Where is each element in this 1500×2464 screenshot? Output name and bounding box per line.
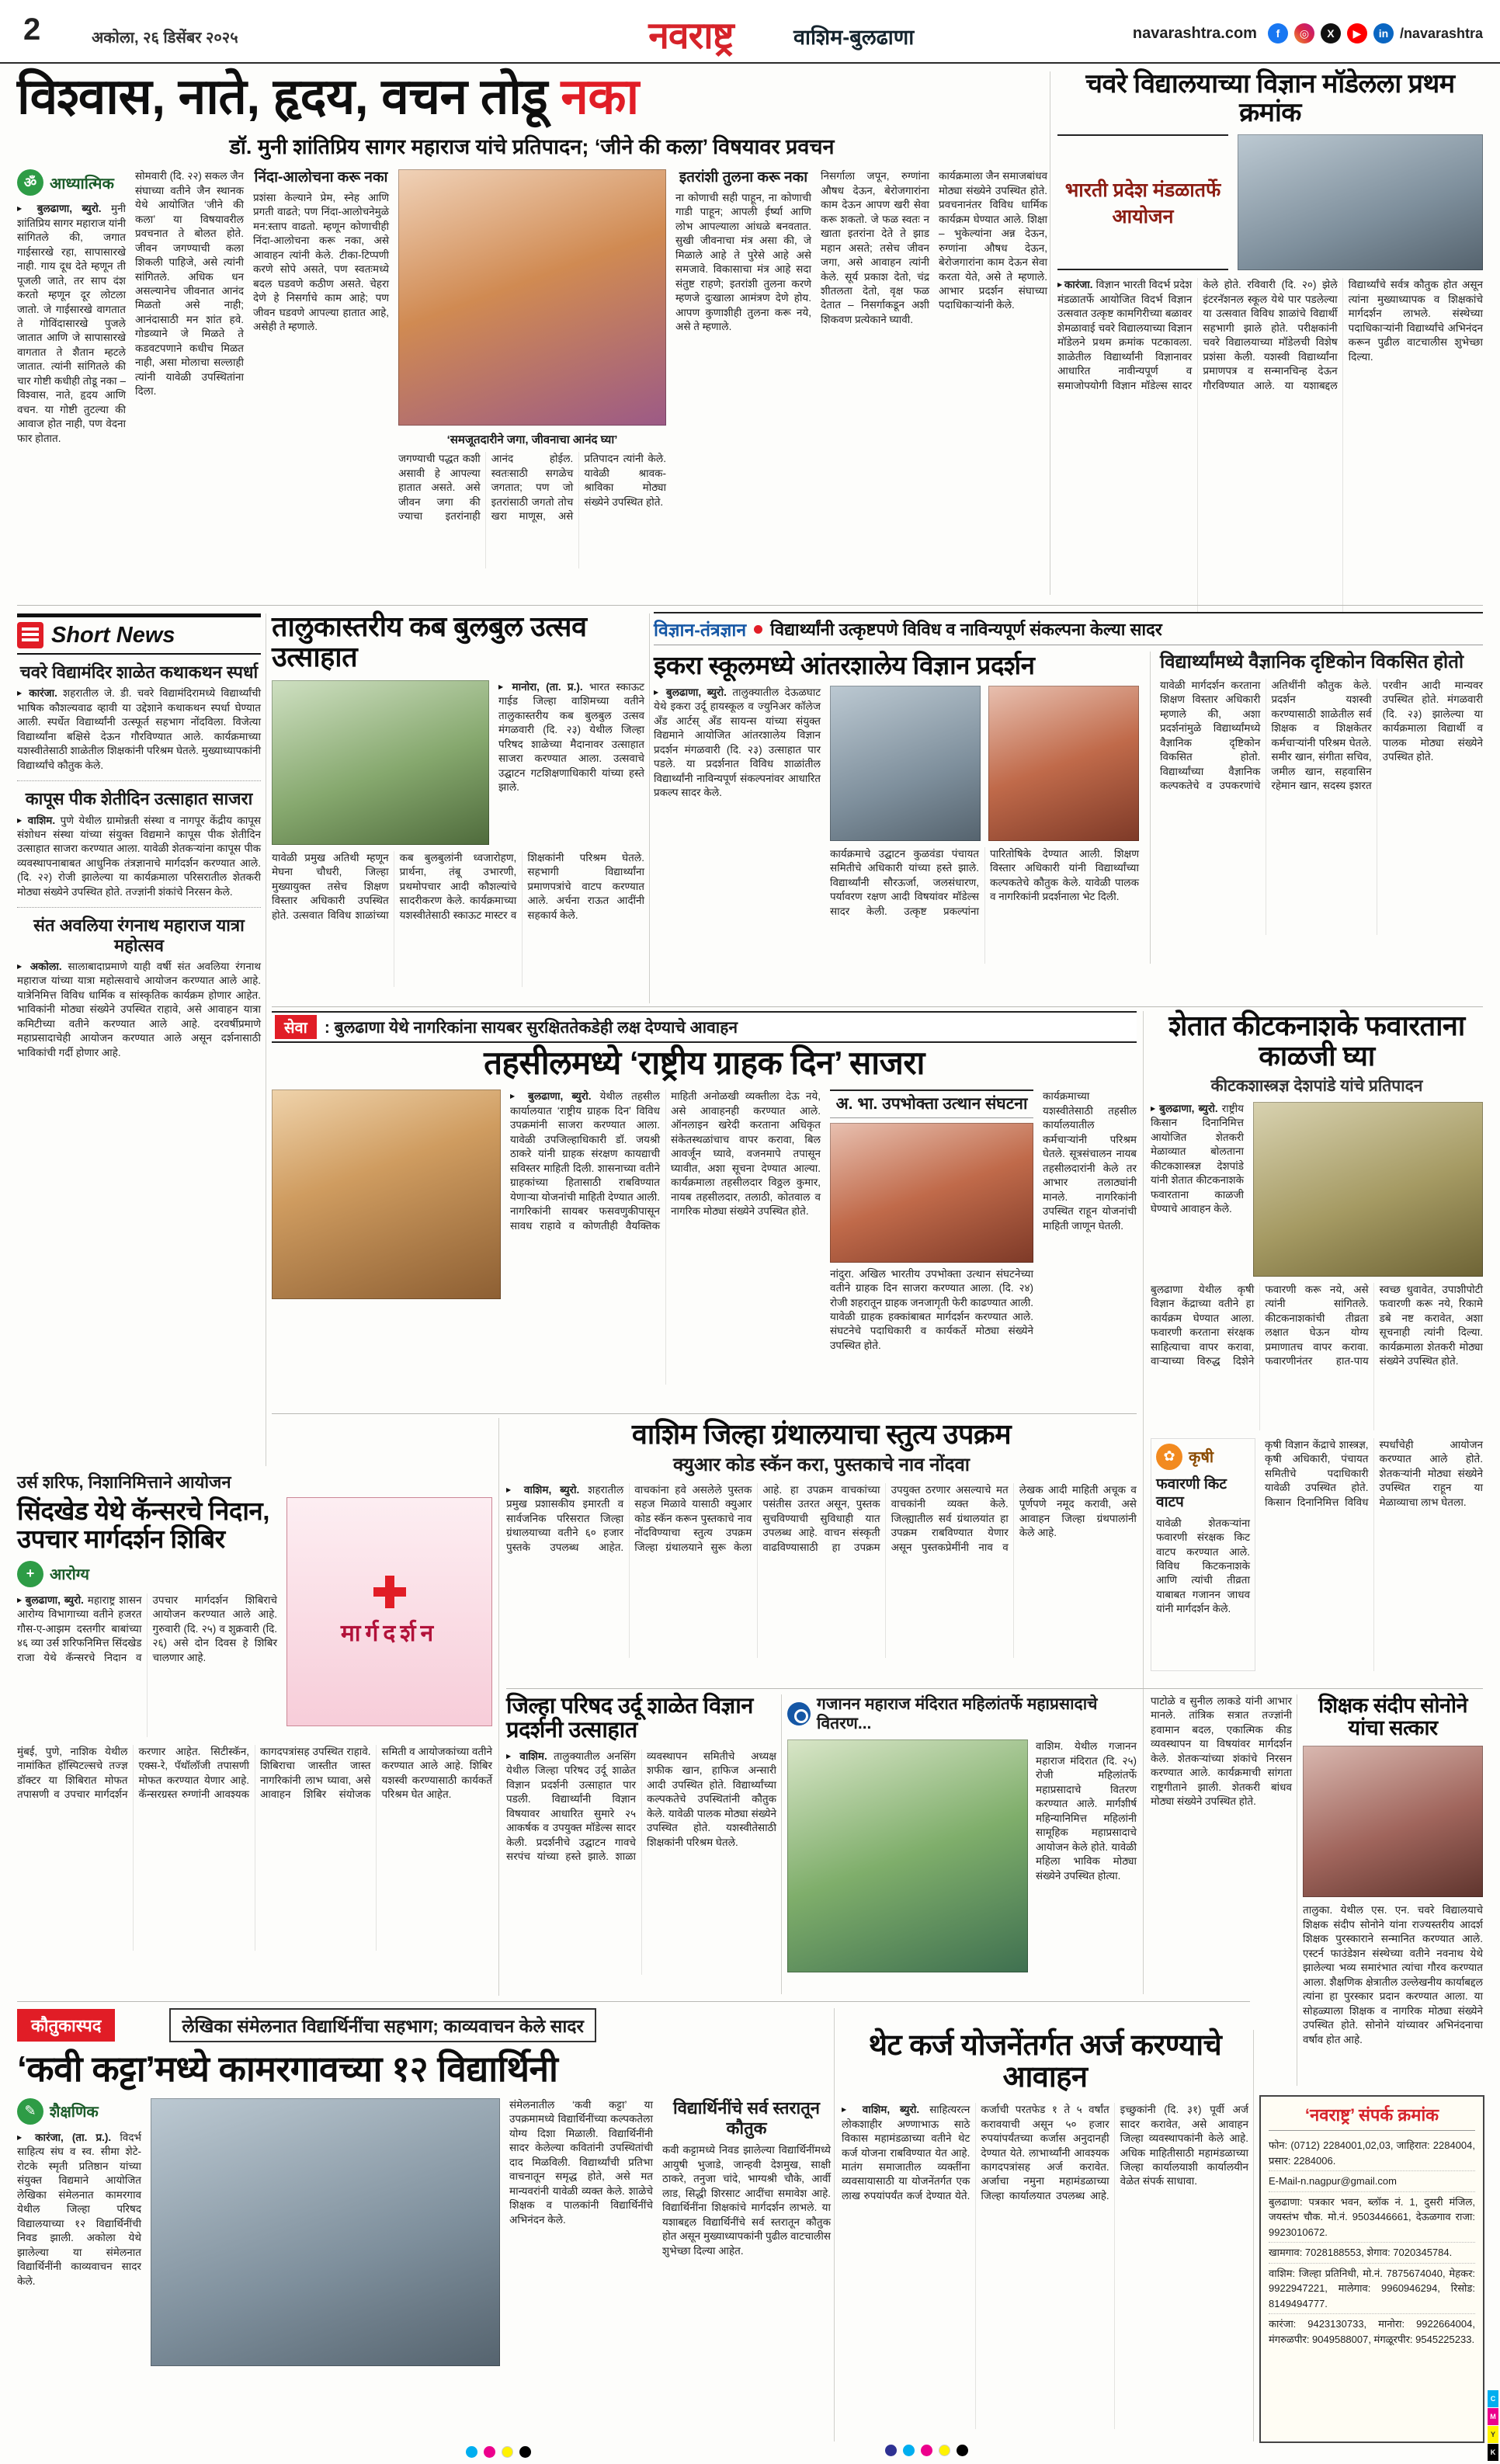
education-icon: ✎ (17, 2098, 43, 2125)
science-model-body: विज्ञान भारती विदर्भ प्रदेश मंडळातर्फे आयोजित विदर्भ विज्ञान उत्सवात उत्कृष्ट कामगिरीच्या बळावर शेमळावाई चवरे विद्यालयाच्या विज्ञान मॉडेलने प्रथम क्रमांक पटकावला. शाळेतील विद्यार्थ्यांनी विज्ञानावर आधारित नावीन्यपूर्ण व समाजोपयोगी विज्ञान मॉडेल्स सादर केले होते. रविवारी (दि. २०) झेले इंटरनॅशनल स्कूल येथे पार पडलेल्या या उत्सवात विविध शाळांचे विद्यार्थी सहभागी झाले होते. परीक्षकांनी चवरे विद्यालयाच्या मॉडेलची विशेष प्रशंसा केली. यशस्वी विद्यार्थ्यांना प्रमाणपत्र व सन्मानचिन्ह देऊन गौरविण्यात आले. या यशाबद्दल विद्यार्थ्यांचे सर्वत्र कौतुक होत असून त्यांना मुख्याध्यापक व शिक्षकांचे मार्गदर्शन लाभले. संस्थेच्या पदाधिकाऱ्यांनी विद्यार्थ्यांचे अभिनंदन करून पुढील वाटचालीस शुभेच्छा दिल्या. (1057, 279, 1483, 391)
yellow-dot (939, 2445, 950, 2456)
pesticide-body-2: बुलढाणा येथील कृषी विज्ञान केंद्राच्या वतीने हा कार्यक्रम घेण्यात आला. फवारणी करताना संरक्षक साहित्याचा वापर करावा, वाऱ्याच्या विरुद्ध दिशेने फवारणी करू नये, असे त्यांनी सांगितले. कीटकनाशकांची तीव्रता लक्षात घेऊन योग्य प्रमाणातच वापर करावा. फवारणीनंतर हात-पाय स्वच्छ धुवावेत, उपाशीपोटी फवारणी करू नये, रिकामे डबे नष्ट करावेत, अशा सूचनाही त्यांनी दिल्या. कार्यक्रमाला शेतकरी मोठ्या संख्येने उपस्थित होते. (1151, 1283, 1483, 1368)
pesticide-inset-row (1151, 1438, 1483, 1671)
camera-icon (787, 1702, 811, 1725)
short-news-headline: कापूस पीक शेतीदिन उत्साहात साजरा (25, 789, 253, 809)
science-section-body (654, 652, 1483, 964)
seva-text: : बुलढाणा येथे नागरिकांना सायबर सुरक्षिततेकडेही लक्ष देण्याचे आवाहन (324, 1018, 738, 1037)
consumer-photo (272, 1090, 501, 1299)
agri-inset (1151, 1438, 1255, 1671)
kavi-left-col (17, 2098, 141, 2366)
bulbul-photo (272, 680, 489, 845)
article-cub-bulbul (272, 612, 644, 1003)
contact-box-title: ‘नवराष्ट्र’ संपर्क क्रमांक (1269, 2103, 1475, 2131)
section-tag-agri (1156, 1444, 1250, 1470)
health-tag-label: आरोग्य (50, 1566, 90, 1584)
divider (506, 1688, 1483, 1689)
magenta-patch: M (1488, 2408, 1498, 2425)
mahaprasad-titlebar (787, 1694, 1137, 1733)
edition-name: वाशिम-बुलढाणा (793, 26, 915, 49)
short-news-headline: चवरे विद्यामंदिर शाळेत कथाकथन स्पर्धा (19, 662, 259, 682)
library-body: शहरातील प्रमुख प्रशासकीय इमारती व सार्वजनिक परिसरात जिल्हा ग्रंथालयाच्या वतीने ६० हजार पुस्तके उपलब्ध आहेत. वाचकांना हवे असलेले पुस्तक सहज मिळावे यासाठी क्युआर कोड स्कॅन करून पुस्तकाचे नाव नोंदविण्याचा स्तुत्य उपक्रम जिल्हा ग्रंथालयाने सुरू केला आहे. हा उपक्रम वाचकांच्या पसंतीस उतरत असून, पुस्तक सुचविण्याची सुविधाही यात उपलब्ध आहे. वाचन संस्कृती वाढविण्यासाठी हा उपक्रम उपयुक्त ठरणार असल्याचे मत वाचकांनी व्यक्त केले. जिल्ह्यातील सर्व ग्रंथालयांत हा उपक्रम राबविण्यात येणार असून पुस्तकप्रेमींनी नाव व लेखक आदी माहिती अचूक व पूर्णपणे नमूद करावी, असे आवाहन जिल्हा ग्रंथपालांनी केले आहे. (506, 1483, 1137, 1553)
print-registration-dots (885, 2445, 968, 2456)
lead-col-7 (939, 169, 1047, 568)
consumer-substory-photo (830, 1123, 1033, 1263)
article-library-qr (506, 1420, 1137, 1684)
article-teacher-award (1303, 1694, 1483, 2087)
lead-col-2 (135, 169, 244, 568)
blue-dot (885, 2445, 897, 2456)
teacher-photo (1303, 1746, 1483, 1897)
dateline: ▶ कारंजा, (ता. प्र.). (17, 2132, 111, 2143)
viewpoint-body: यावेळी मार्गदर्शन करताना शिक्षण विस्तार अधिकारी म्हणाले की, अशा प्रदर्शनांमुळे विद्यार्थ्यांमध्ये वैज्ञानिक दृष्टिकोन विकसित होतो. विद्यार्थ्यांच्या वैज्ञानिक कल्पकतेचे व उपकरणांचे अतिथींनी कौतुक केले. प्रदर्शन यशस्वी करण्यासाठी शाळेतील सर्व शिक्षक व शिक्षकेतर कर्मचाऱ्यांनी परिश्रम घेतले. समीर खान, संगीता सचिव, जमील खान, सहवासिन रहेमान खान, सदस्य इशरत परवीन आदी मान्यवर उपस्थित होते. मंगळवारी (दि. २३) झालेल्या या कार्यक्रमाला विद्यार्थी व पालक मोठ्या संख्येने उपस्थित होते. (1160, 679, 1483, 792)
short-news-body: सालाबादाप्रमाणे याही वर्षी संत अवलिया रंगनाथ महाराज यांच्या यात्रा महोत्सवाचे आयोजन करण्यात आले आहे. यात्रेनिमित्त विविध धार्मिक व सांस्कृतिक कार्यक्रम होणार आहेत. भाविकांनी मोठ्या संख्येने उपस्थित राहावे, असे आवाहन यात्रा कमिटीच्या वतीने करण्यात आले आहे. दरवर्षीप्रमाणे महाप्रसादाचेही आयोजन करण्यात आले असून दर्शनासाठी भाविकांची गर्दी होणार आहे. (17, 961, 261, 1058)
black-dot (957, 2445, 968, 2456)
dateline: ▶ वाशिम, ब्युरो. (842, 2104, 919, 2115)
article-science-model (1057, 70, 1483, 598)
instagram-icon: ◎ (1294, 23, 1314, 43)
urdu-headline: जिल्हा परिषद उर्दू शाळेत विज्ञान प्रदर्शनी उत्साहात (506, 1694, 753, 1743)
short-news-rail (17, 613, 261, 1466)
pesticide-body-4: पाटोळे व सुनील लाकडे यांनी आभार मानले. तांत्रिक सत्रात तज्ज्ञांनी हवामान बदल, एकात्मिक कीड व्यवस्थापन या विषयांवर मार्गदर्शन केले. शेतकऱ्यांच्या शंकांचे निरसन करण्यात आले. कार्यक्रमाची सांगता राष्ट्रगीताने झाली. शेतकरी बांधव मोठ्या संख्येने उपस्थित होते. (1151, 1695, 1292, 1808)
lead-body-6: कार्यक्रमाला जैन समाजबांधव मोठ्या संख्येने उपस्थित होते. प्रवचनानंतर विविध धार्मिक कार्यक्रम घेण्यात आले. शिक्षा – भुकेल्यांना अन्न देऊन, रुग्णांना औषध देऊन, बेरोजगारांना काम देऊन सेवा करता येते, असे ते म्हणाले. आभार प्रदर्शन संघाच्या पदाधिकाऱ्यांनी केले. (939, 170, 1047, 311)
lead-body-5: निसर्गाला जपून, रुग्णांना औषध देऊन, बेरोजगारांना काम देऊन आपण खरी सेवा करू शकतो. जे फळ स्वतः न खाता इतरांना देते ते झाड महान असते; तसेच जीवन जगा, असे आवाहन त्यांनी केले. सूर्य प्रकाश देतो, चंद्र शीतलता देतो, वृक्ष फळ देतात – निसर्गाकडून अशी शिकवण प्रत्येकाने घ्यावी. (821, 170, 929, 325)
science-model-subhead-box (1057, 134, 1228, 270)
header-contact-strip (1133, 23, 1483, 43)
contact-line: बुलढाणा: पत्रकार भवन, ब्लॉक नं. 1, दुसरी मंजिल, जयस्तंभ चौक. मो.नं. 9503446661, देऊळगाव राजा: 9923010672. (1269, 2192, 1475, 2243)
divider (17, 2001, 1250, 2002)
section-tag-label: आध्यात्मिक (50, 175, 114, 193)
kavi-body-left: विदर्भ साहित्य संघ व स्व. सीमा शेटे-रोटके स्मृती प्रतिष्ठान यांच्या संयुक्त विद्यमाने आयोजित लेखिका संमेलनात कामरगाव येथील जिल्हा परिषद विद्यालयाच्या १२ विद्यार्थिनींची निवड झाली. अकोला येथे झालेल्या या संमेलनात विद्यार्थिनींनी काव्यवाचन सादर केले. (17, 2131, 141, 2287)
short-news-header (17, 613, 261, 655)
iqra-body-1: तालुक्यातील देऊळघाट येथे इकरा उर्दू हायस्कूल व ज्युनिअर कॉलेज अँड आर्टस् अँड सायन्स यांच्या संयुक्त विद्यमाने आयोजित आंतरशालेय विज्ञान प्रदर्शन मंगळवारी (दि. २३) उत्साहात पार पडले. या प्रदर्शनात विविध शाळांतील विद्यार्थ्यांनी नाविन्यपूर्ण संकल्पनांवर आधारित प्रकल्प सादर केले. (654, 686, 821, 799)
bulbul-top (272, 680, 644, 845)
magenta-dot (484, 2446, 495, 2458)
consumer-substory-headline: अ. भा. उपभोक्ता उत्थान संघटना (830, 1090, 1033, 1117)
divider (272, 1413, 1137, 1414)
dateline: ▶ मानोरा, (ता. प्र.). (498, 681, 583, 693)
iqra-headline: इकरा स्कूलमध्ये आंतरशालेय विज्ञान प्रदर्शन (654, 651, 1035, 679)
yellow-patch: Y (1488, 2426, 1498, 2443)
health-camp-graphic (286, 1497, 492, 1726)
cyan-dot (466, 2446, 477, 2458)
health-body-1: महाराष्ट्र शासन आरोग्य विभागाच्या वतीने हजरत गौस-ए-आझम दस्तगीर बाबांच्या ४६ व्या उर्स शरिफनिमित्त सिंदखेड राजा येथे कॅन्सरचे निदान व उपचार मार्गदर्शन शिबिराचे आयोजन करण्यात आले आहे. गुरुवारी (दि. २५) व शुक्रवारी (दि. २६) असे दोन दिवस हे शिबिर चालणार आहे. (17, 1593, 277, 1663)
kavi-tag: कौतुकास्पद (17, 2009, 115, 2042)
short-news-item (17, 789, 261, 908)
lead-col-6 (821, 169, 929, 568)
section-tag-spiritual (17, 169, 126, 196)
article-urdu-school (506, 1694, 776, 1996)
lead-columns (17, 169, 1047, 568)
dateline: ▶ बुलढाणा, ब्युरो. (1151, 1103, 1218, 1114)
iqra-photos (830, 686, 1139, 841)
lead-headline-accent: नका (561, 68, 639, 124)
loan-body: साहित्यरत्न लोकशाहीर अण्णाभाऊ साठे विकास महामंडळाच्या वतीने थेट कर्ज योजना राबविण्यात येत आहे. मातंग समाजातील व्यक्तींना व्यवसायासाठी या योजनेंतर्गत एक लाख रुपयांपर्यंत कर्ज देण्यात येते. कर्जाची परतफेड १ ते ५ वर्षांत करावयाची असून ५० हजार रुपयांपर्यंतच्या कर्जास अनुदानही देण्यात येते. लाभार्थ्यांनी आवश्यक कागदपत्रांसह अर्ज करावेत. अर्जाचा नमुना महामंडळाच्या जिल्हा कार्यालयात उपलब्ध आहे. इच्छुकांनी (दि. ३१) पूर्वी अर्ज सादर करावेत, असे आवाहन जिल्हा व्यवस्थापकांनी केले आहे. अधिक माहितीसाठी महामंडळाच्या जिल्हा कार्यालयाशी कार्यालयीन वेळेत संपर्क साधावा. (842, 2104, 1248, 2202)
health-graphic-title: मार्गदर्शन (340, 1621, 439, 1647)
short-news-body: शहरातील जे. डी. चवरे विद्यामंदिरामध्ये विद्यार्थ्यांची भाषिक कौशल्यवाढ व्हावी या उद्देशाने कथाकथन स्पर्धा घेण्यात आली. स्पर्धेत विद्यार्थ्यांनी उत्स्फूर्त सहभाग नोंदविला. विजेत्या विद्यार्थ्यांना बक्षिसे देऊन गौरविण्यात आले. कार्यक्रमाच्या यशस्वीतेसाठी शाळेतील शिक्षकांनी परिश्रम घेतले. मुख्याध्यापकांनी विद्यार्थ्यांचे कौतुक केले. (17, 687, 261, 771)
lead-col-5 (675, 169, 811, 568)
lead-headline-main: विश्वास, नाते, हृदय, वचन तोडू (17, 68, 548, 124)
divider (649, 613, 650, 1003)
health-left (17, 1497, 277, 1736)
divider (834, 2008, 835, 2441)
health-icon: + (17, 1561, 43, 1587)
pesticide-headline: शेतात कीटकनाशके फवारताना काळजी घ्या (1168, 1010, 1465, 1072)
kavi-strap: लेखिका संमेलनात विद्यार्थिनींचा सहभाग; काव्यवाचन केले सादर (169, 2008, 595, 2042)
kavi-body-right: कवी कट्टामध्ये निवड झालेल्या विद्यार्थिनींमध्ये आयुषी भुजाडे, जान्हवी देशमुख, साक्षी ठाकरे, तनुजा चांदे, भाग्यश्री चौके, आर्वी लाड, सिद्धी शिरसाट आदींचा समावेश आहे. विद्यार्थिनींना शिक्षकांचे मार्गदर्शन लाभले. या यशाबद्दल विद्यार्थिनींचे सर्व स्तरातून कौतुक होत असून मुख्याध्यापकांनी पुढील वाटचालीस शुभेच्छा दिल्या आहेत. (662, 2144, 831, 2257)
agri-icon: ✿ (1156, 1444, 1182, 1470)
facebook-icon: f (1268, 23, 1288, 43)
contact-line: कारंजा: 9423130733, मानोरा: 9922664004, मंगरुळपीर: 9049588007, मंगळूरपीर: 9545225233. (1269, 2318, 1475, 2345)
lead-photo (398, 169, 666, 426)
kavi-content (17, 2098, 831, 2366)
pesticide-body-1: राष्ट्रीय किसान दिनानिमित्त आयोजित शेतकरी मेळाव्यात बोलताना कीटकशास्त्रज्ञ देशपांडे यांनी शेतात कीटकनाशके फवारताना काळजी घेण्याचे आवाहन केले. (1151, 1102, 1244, 1215)
mahaprasad-caption: वाशिम. येथील गजानन महाराज मंदिरात (दि. २५) रोजी महिलांतर्फे महाप्रसादाचे वितरण करण्यात आले. मार्गशीर्ष महिन्यानिमित्त महिलांनी सामूहिक महाप्रसादाचे आयोजन केले होते. यावेळी महिला भाविक मोठ्या संख्येने उपस्थित होत्या. (1036, 1740, 1137, 1882)
viewpoint-headline: विद्यार्थ्यांमध्ये वैज्ञानिक दृष्टिकोन विकसित होतो (1160, 652, 1464, 672)
kit-distribution-body: यावेळी शेतकऱ्यांना फवारणी संरक्षक किट वाटप करण्यात आले. विविध किटकनाशके आणि त्यांची तीव्रता याबाबत गजानन जाधव यांनी मार्गदर्शन केले. (1156, 1517, 1250, 1615)
pesticide-continuation (1151, 1694, 1292, 1994)
short-news-title: Short News (51, 622, 175, 648)
mahaprasad-photo (787, 1739, 1028, 1972)
consumer-body-2: नांदुरा. अखिल भारतीय उपभोक्ता उत्थान संघटनेच्या वतीने ग्राहक दिन साजरा करण्यात आला. (दि. २४) रोजी शहरातून ग्राहक जनजागृती फेरी काढण्यात आली. यावेळी ग्राहक हक्कांबाबत मार्गदर्शन करण्यात आले. संघटनेचे पदाधिकारी व कार्यकर्ते मोठ्या संख्येने उपस्थित होते. (830, 1267, 1033, 1351)
health-kicker: उर्स शरिफ, निशानिमित्ताने आयोजन (17, 1472, 231, 1492)
kavi-headline: ‘कवी कट्टा’मध्ये कामरगावच्या १२ विद्यार्थिनी (17, 2049, 558, 2089)
medical-cross-icon (373, 1576, 406, 1608)
health-body-2: मुंबई, पुणे, नाशिक येथील नामांकित हॉस्पिटल्सचे तज्ज्ञ डॉक्टर या शिबिरात मोफत तपासणी व उपचार मार्गदर्शन करणार आहेत. सिटीस्कॅन, एक्स-रे, पॅथॉलॉजी तपासणी मोफत करण्यात येणार आहे. कॅन्सरग्रस्त रुग्णांनी आवश्यक कागदपत्रांसह उपस्थित राहावे. शिबिराचा जास्तीत जास्त नागरिकांनी लाभ घ्यावा, असे आवाहन शिबिर संयोजक समिती व आयोजकांच्या वतीने करण्यात आले आहे. शिबिर यशस्वी करण्यासाठी कार्यकर्ते परिश्रम घेत आहेत. (17, 1745, 493, 1801)
lead-pullquote: ‘समजूतदारीने जगा, जीवनाचा आनंद घ्या’ (446, 433, 618, 447)
cyan-patch: C (1488, 2390, 1498, 2407)
pesticide-subhead: कीटकशास्त्रज्ञ देशपांडे यांचे प्रतिपादन (1210, 1076, 1423, 1095)
lead-body-4: ना कोणाची सही पाहून, ना कोणाची गाडी पाहून; आपली ईर्ष्या आणि लोभ आपल्याला आंधळे बनवतात. सुखी जीवनाचा मंत्र असा की, जे मिळाले आहे ते पुरेसे आहे असे समजावे. विकासाचा मंत्र आहे सदा संतुष्ट राहणे; इतरांशी तुलना करणे म्हणजे दुःखाला आमंत्रण देणे होय. आपण कुणाशीही तुलना करू नये, असे ते म्हणाले. (675, 191, 811, 333)
iqra-content (654, 686, 1139, 964)
divider (17, 605, 1483, 606)
article-loan-scheme (842, 2030, 1248, 2443)
contact-box (1259, 2095, 1484, 2443)
science-model-headline: चवरे विद्यालयाच्या विज्ञान मॉडेलला प्रथम क्रमांक (1085, 69, 1455, 127)
bulbul-body-1: भारत स्काऊट गाईड जिल्हा वाशिमच्या वतीने तालुकास्तरीय कब बुलबुल उत्सव मंगळवारी (दि. २३) येथील जिल्हा परिषद शाळेच्या मैदानावर उत्साहात साजरा करण्यात आला. उत्सवाचे उद्घाटन गटशिक्षणाधिकारी यांच्या हस्ते झाले. (498, 680, 644, 794)
photo-story-mahaprasad (787, 1694, 1137, 1996)
seva-tag: सेवा (275, 1015, 317, 1039)
article-kavi-katta (17, 2008, 831, 2443)
pesticide-top (1151, 1102, 1483, 1277)
mahaprasad-title: गजानन महाराज मंदिरात महिलांतर्फे महाप्रसादाचे वितरण... (817, 1695, 1098, 1733)
lead-center-block (398, 169, 666, 568)
social-handle: /navarashtra (1399, 25, 1483, 41)
black-dot (519, 2446, 531, 2458)
article-scientific-outlook (1150, 652, 1483, 964)
article-cancer-camp (17, 1472, 492, 1994)
black-patch: K (1488, 2444, 1498, 2461)
lead-body-3: प्रशंसा केल्याने प्रेम, स्नेह आणि प्रगती वाढते; पण निंदा-आलोचनेमुळे मन:स्ताप वाढतो. म्हणून कोणाचीही निंदा-आलोचना करू नका, असे आवाहन त्यांनी केले. टीका-टिप्पणी करणे सोपे असते, पण स्वतःमध्ये बदल घडवणे कठीण असते. चेहरा देणे हे निसर्गाचे काम आहे; पण जीवन घडवणे आपल्या हातात आहे, असेही ते म्हणाले. (253, 191, 389, 333)
divider (781, 1694, 782, 1994)
crosshead-tulana: इतरांशी तुलना करू नका (679, 169, 808, 186)
contact-line: फोन: (0712) 2284001,02,03, जाहिरात: 2284004, प्रसार: 2284006. (1269, 2136, 1475, 2171)
kit-distribution-headline: फवारणी किट वाटप (1156, 1475, 1227, 1510)
health-top (17, 1497, 492, 1736)
dateline: ▶ बुलढाणा, ब्युरो. (510, 1090, 592, 1102)
lead-col-1 (17, 169, 126, 568)
dateline: ▶ बुलढाणा, ब्युरो. (654, 686, 727, 698)
teacher-headline: शिक्षक संदीप सोनोने यांचा सत्कार (1318, 1694, 1467, 1740)
iqra-photo-1 (830, 686, 981, 841)
linkedin-icon: in (1373, 23, 1394, 43)
urdu-body: तालुक्यातील अनसिंग येथील जिल्हा परिषद उर्दू शाळेत विज्ञान प्रदर्शनी उत्साहात पार पडली. विद्यार्थ्यांनी विज्ञान विषयावर आधारित सुमारे २५ आकर्षक व उपयुक्त मॉडेल्स सादर केली. प्रदर्शनीचे उद्घाटन गावचे सरपंच यांच्या हस्ते झाले. शाळा व्यवस्थापन समितीचे अध्यक्ष शफीक खान, हाफिज अन्सारी आदी उपस्थित होते. विद्यार्थ्यांच्या कल्पकतेचे उपस्थितांनी कौतुक केले. यावेळी पालक मोठ्या संख्येने उपस्थित होते. यशस्वीतेसाठी शिक्षकांनी परिश्रम घेतले. (506, 1750, 776, 1863)
contact-line: खामगाव: 7028188553, शेगाव: 7020345784. (1269, 2243, 1475, 2264)
consumer-content (272, 1090, 1137, 1385)
lead-headline (17, 70, 1047, 123)
science-section-label: विज्ञान-तंत्रज्ञान (654, 620, 747, 640)
article-iqra-exhibition (654, 652, 1139, 964)
teacher-body: तालुका. येथील एस. एन. चवरे विद्यालयाचे शिक्षक संदीप सोनोने यांना राज्यस्तरीय आदर्श शिक्षक पुरस्काराने सन्मानित करण्यात आले. एस्टर्न फाउंडेशन संस्थेच्या वतीने नवनाथ येथे झालेल्या भव्य समारंभात त्यांचा गौरव करण्यात आला. शैक्षणिक क्षेत्रातील उल्लेखनीय कार्याबद्दल त्यांना हा पुरस्कार प्रदान करण्यात आला. या सोहळ्याला शिक्षक व नागरिक मोठ्या संख्येने उपस्थित होते. सोनोने यांच्यावर अभिनंदनाचा वर्षाव होत आहे. (1303, 1904, 1483, 2045)
kavi-subhead-2: विद्यार्थिनींचे सर्व स्तरातून कौतुक (673, 2097, 820, 2139)
short-news-item (17, 662, 261, 781)
pesticide-photo (1253, 1102, 1483, 1277)
youtube-icon: ▶ (1347, 23, 1367, 43)
iqra-photo-2 (988, 686, 1139, 841)
divider (498, 1418, 499, 1996)
science-section-strip (654, 612, 1483, 645)
science-section-kicker: विद्यार्थ्यांनी उत्कृष्टपणे विविध व नाविन्यपूर्ण संकल्पना केल्या सादर (770, 620, 1162, 639)
dateline: ▶ बुलढाणा, ब्युरो. (17, 1594, 84, 1606)
crosshead-ninda: निंदा-आलोचना करू नका (254, 169, 388, 186)
bullet-icon (754, 625, 762, 634)
section-tag-education (17, 2098, 141, 2125)
page-header (0, 0, 1500, 64)
library-subhead: क्युआर कोड स्कॅन करा, पुस्तकाचे नाव नोंदवा (672, 1454, 970, 1475)
dateline: ▶ वाशिम. (17, 815, 55, 826)
education-tag-label: शैक्षणिक (50, 2104, 99, 2122)
short-news-headline: संत अवलिया रंगनाथ महाराज यात्रा महोत्सव (33, 916, 245, 955)
lead-subhead: डॉ. मुनी शांतिप्रिय सागर महाराज यांचे प्रतिपादन; ‘जीने की कला’ विषयावर प्रवचन (229, 135, 835, 159)
seva-banner (272, 1011, 1137, 1043)
contact-line: वाशिम: जिल्हा प्रतिनिधी, मो.नं. 7875674040, मेहकर: 9922947221, मालेगाव: 9960946294, रिसोड: 8149494777. (1269, 2264, 1475, 2315)
masthead-logo: नवराष्ट्र (648, 16, 734, 57)
dateline: ▶ कारंजा. (17, 687, 57, 699)
kavi-topbar (17, 2008, 831, 2042)
kavi-photo (151, 2098, 500, 2366)
page-number: 2 (23, 12, 41, 47)
science-section (654, 612, 1483, 1003)
agri-tag-label: कृषी (1189, 1449, 1214, 1467)
article-pesticide-care (1151, 1011, 1483, 1684)
yellow-dot (502, 2446, 513, 2458)
dateline: ▶ वाशिम. (506, 1750, 547, 1762)
section-tag-health (17, 1561, 277, 1587)
news-icon (17, 622, 43, 648)
pesticide-body-3: कृषी विज्ञान केंद्राचे शास्त्रज्ञ, कृषी अधिकारी, पंचायत समितीचे पदाधिकारी यावेळी उपस्थित होते. किसान दिनानिमित्त विविध स्पर्धांचेही आयोजन करण्यात आले होते. शेतकऱ्यांनी मोठ्या संख्येने उपस्थित राहून या मेळाव्याचा लाभ घेतला. (1265, 1438, 1483, 1508)
iqra-body-2: कार्यक्रमाचे उद्घाटन कुळवंडा पंचायत समितीचे अधिकारी यांच्या हस्ते झाले. विद्यार्थ्यांनी सौरऊर्जा, जलसंधारण, पर्यावरण रक्षण आदी विषयांवर मॉडेल्स सादर केली. उत्कृष्ट प्रकल्पांना पारितोषिके देण्यात आली. शिक्षण विस्तार अधिकारी यांनी विद्यार्थ्यांच्या कल्पकतेचे कौतुक केले. यावेळी पालक व नागरिकांनी प्रदर्शनाला भेट दिली. (830, 847, 1139, 917)
article-lead-sermon (17, 70, 1047, 598)
dateline: ▶ कारंजा. (1057, 279, 1092, 290)
consumer-headline: तहसीलमध्ये ‘राष्ट्रीय ग्राहक दिन’ साजरा (484, 1044, 925, 1081)
lead-body-2: सोमवारी (दि. २२) सकल जैन संघाच्या वतीने जैन स्थानक येथे आयोजित ‘जीने की कला’ या विषयावरील प्रवचनात ते बोलत होते. जीवन जगण्याची कला शिकली पाहिजे, असे त्यांनी सांगितले. अधिक धन असल्यानेच जीवनात आनंद मिळतो असे नाही; आनंदासाठी मन शांत हवे. गोडव्याने जे मिळते ते कडवटपणाने कधीच मिळत नाही, असा मोलाचा सल्लाही त्यांनी यावेळी उपस्थितांना दिला. (135, 170, 244, 398)
x-icon: X (1321, 23, 1341, 43)
contact-line: E-Mail-n.nagpur@gmail.com (1269, 2171, 1475, 2192)
print-registration-dots (466, 2446, 531, 2458)
divider (1253, 2030, 1254, 2441)
loan-headline: थेट कर्ज योजनेंतर्गत अर्ज करण्याचे आवाहन (868, 2029, 1222, 2094)
edition-date: अकोला, २६ डिसेंबर २०२५ (92, 30, 238, 47)
science-model-photo (1238, 134, 1483, 270)
bulbul-headline: तालुकास्तरीय कब बुलबुल उत्सव उत्साहात (272, 610, 587, 672)
cmyk-color-bar (1488, 2390, 1498, 2461)
dateline: ▶ बुलढाणा, ब्युरो. (17, 203, 102, 214)
consumer-body-3: कार्यक्रमाच्या यशस्वीतेसाठी तहसील कार्यालयातील कर्मचाऱ्यांनी परिश्रम घेतले. सूत्रसंचालन नायब तहसीलदारांनी केले तर आभार तलाठ्यांनी मानले. नागरिकांनी उपस्थित राहून योजनांची माहिती जाणून घेतली. (1043, 1090, 1137, 1232)
health-headline: सिंदखेड येथे कॅन्सरचे निदान, उपचार मार्गदर्शन शिबिर (17, 1496, 269, 1554)
kavi-body-mid: संमेलनातील ‘कवी कट्टा’ या उपक्रमामध्ये विद्यार्थिनींच्या कल्पकतेला योग्य दिशा मिळाली. विद्यार्थिनींनी सादर केलेल्या कवितांनी उपस्थितांची दाद मिळविली. विद्यार्थ्यांची प्रतिभा वाचनातून समृद्ध होते, असे मत मान्यवरांनी यावेळी व्यक्त केले. शाळेचे शिक्षक व पालकांनी विद्यार्थिनींचे अभिनंदन केले. (509, 2098, 653, 2226)
science-model-subhead: भारती प्रदेश मंडळातर्फे आयोजन (1064, 179, 1221, 228)
lead-underphoto-text: जगण्याची पद्धत कशी असावी हे आपल्या हातात असते. असे जीवन जगा की ज्याचा इतरांनाही आनंद होईल. स्वतःसाठी सगळेच जगतात; पण जो इतरांसाठी जगतो तोच खरा माणूस, असे प्रतिपादन त्यांनी केले. यावेळी श्रावक-श्राविका मोठ्या संख्येने उपस्थित होते. (398, 453, 666, 523)
short-news-item (17, 916, 261, 1068)
lead-col-3 (253, 169, 389, 568)
divider (1143, 1011, 1144, 1994)
consumer-body-1: येथील तहसील कार्यालयात ‘राष्ट्रीय ग्राहक दिन’ विविध उपक्रमांनी साजरा करण्यात आला. यावेळी उपजिल्हाधिकारी डॉ. जयश्री ठाकरे यांनी ग्राहक संरक्षण कायद्याची सविस्तर माहिती दिली. शासनाच्या वतीने ग्राहकांच्या हितासाठी राबविण्यात येणाऱ्या योजनांची माहिती देण्यात आली. नागरिकांनी सायबर फसवणुकीपासून सावध राहावे व कोणतीही वैयक्तिक माहिती अनोळखी व्यक्तीला देऊ नये, असे आवाहनही करण्यात आले. ऑनलाइन खरेदी करताना अधिकृत संकेतस्थळांचाच वापर करावा, बिल आवर्जून घ्यावे, वजनमापे तपासून घ्यावीत, अशा सूचना देण्यात आल्या. कार्यक्रमाला तहसीलदार विठ्ठल कुमार, नायब तहसीलदार, तलाठी, कोतवाल व नागरिक मोठ्या संख्येने उपस्थित होते. (510, 1090, 821, 1232)
library-headline: वाशिम जिल्हा ग्रंथालयाचा स्तुत्य उपक्रम (631, 1418, 1012, 1450)
science-model-top (1057, 134, 1483, 270)
spiritual-icon: ॐ (17, 169, 43, 196)
bulbul-body-2: यावेळी प्रमुख अतिथी म्हणून मेघना चौधरी, जिल्हा मुख्यायुक्त तसेच शिक्षण विस्तार अधिकारी उपस्थित होते. उत्सवात विविध शाळांच्या कब बुलबुलांनी ध्वजारोहण, प्रार्थना, तंबू उभारणी, प्रथमोपचार आदी कौशल्यांचे सादरीकरण केले. कार्यक्रमाच्या यशस्वीतेसाठी स्काऊट मास्टर व शिक्षकांनी परिश्रम घेतले. सहभागी विद्यार्थ्यांना प्रमाणपत्रांचे वाटप करण्यात आले. अर्चना राऊत आदींनी सहकार्य केले. (272, 851, 644, 921)
kavi-right-col (662, 2098, 831, 2366)
consumer-substory (830, 1090, 1033, 1385)
website-url: navarashtra.com (1132, 24, 1257, 42)
dateline: ▶ अकोला. (17, 961, 62, 972)
magenta-dot (921, 2445, 932, 2456)
divider (272, 1006, 1483, 1007)
lead-body-1: मुनी शांतिप्रिय सागर महाराज यांनी सांगितले की, जगात गाईसारखे रहा, सापासारखे नाही. गाय दूध देते म्हणून ती पूजली जाते, तर साप दंश करतो म्हणून दूर लोटला जातो. जे गाईसारखे वागतात ते गोविंदासारखे पुजले जातात आणि जे सापासारखे वागतात ते शैतान म्हटले जातात. त्यांनी सांगितले की चार गोष्टी कधीही तोडू नका – विश्वास, नाते, हृदय आणि वचन. या गोष्टी तुटल्या की आवाज होत नाही, पण वेदना फार होतात. (17, 203, 126, 444)
cyan-dot (903, 2445, 915, 2456)
article-consumer-day (272, 1045, 1137, 1406)
iqra-right (830, 686, 1139, 964)
mahaprasad-content (787, 1739, 1137, 1972)
dateline: ▶ वाशिम, ब्युरो. (506, 1484, 579, 1496)
short-news-body: पुणे येथील ग्रामोन्नती संस्था व नागपूर केंद्रीय कापूस संशोधन संस्था यांच्या संयुक्त विद्यमाने कापूस पीक शेतीदिन उत्साहात साजरा करण्यात आला. यावेळी शेतकऱ्यांना कापूस पीक व्यवस्थापनाबाबत आधुनिक तंत्रज्ञानाचे मार्गदर्शन करण्यात आले. (दि. २२) रोजी झालेल्या या कार्यक्रमाला परिसरातील शेतकरी मोठ्या संख्येने उपस्थित होते. तज्ज्ञांनी शंकांचे निरसन केले. (17, 814, 261, 898)
